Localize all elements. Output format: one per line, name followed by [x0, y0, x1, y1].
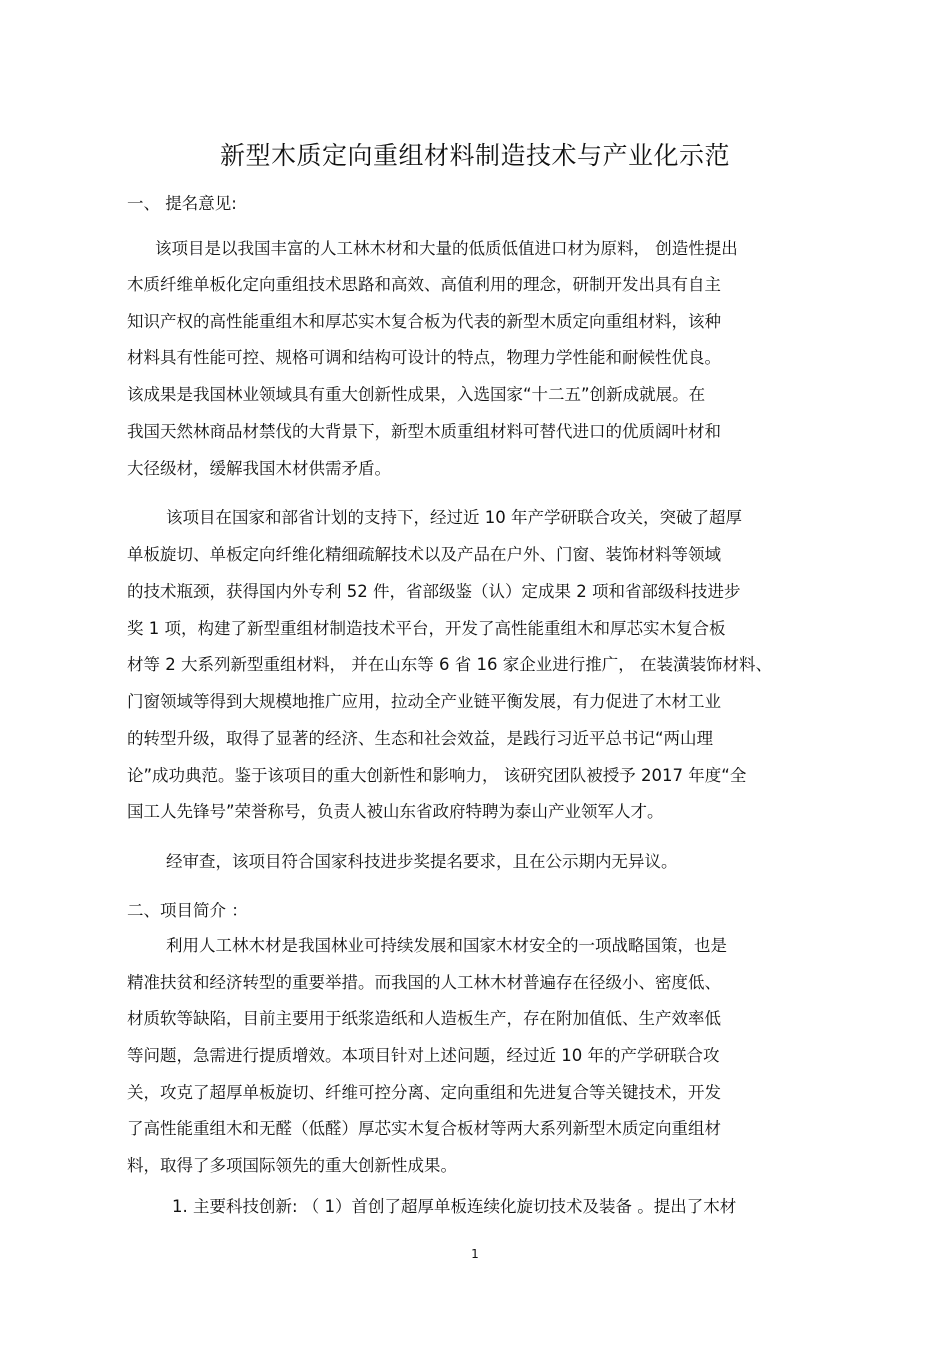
text-line: 利用人工林木材是我国林业可持续发展和国家木材安全的一项战略国策，也是 [166, 936, 727, 955]
text-line: 大径级材，缓解我国木材供需矛盾。 [127, 459, 391, 478]
text-line: 关，攻克了超厚单板旋切、纤维可控分离、定向重组和先进复合等关键技术，开发 [127, 1083, 721, 1102]
text-line: 材料具有性能可控、规格可调和结构可设计的特点，物理力学性能和耐候性优良。 [127, 348, 721, 367]
text-line: 该成果是我国林业领域具有重大创新性成果，入选国家“十二五”创新成就展。在 [127, 385, 706, 404]
text-line: 1. 主要科技创新: （ 1）首创了超厚单板连续化旋切技术及装备 。提出了木材 [172, 1197, 737, 1216]
page-title: 新型木质定向重组材料制造技术与产业化示范 [219, 141, 730, 170]
text-line: 论”成功典范。鉴于该项目的重大创新性和影响力， 该研究团队被授予 2017 年度“全 [127, 766, 747, 785]
text-line: 经审查，该项目符合国家科技进步奖提名要求，且在公示期内无异议。 [166, 852, 678, 871]
section-heading-summary: 二、项目简介 ： [127, 901, 248, 920]
text-line: 木质纤维单板化定向重组技术思路和高效、高值利用的理念，研制开发出具有自主 [127, 275, 721, 294]
text-line: 料，取得了多项国际领先的重大创新性成果。 [127, 1156, 457, 1175]
text-line: 单板旋切、单板定向纤维化精细疏解技术以及产品在户外、门窗、装饰材料等领域 [127, 545, 721, 564]
text-line: 国工人先锋号”荣誉称号，负责人被山东省政府特聘为泰山产业领军人才。 [127, 802, 664, 821]
text-line: 的技术瓶颈，获得国内外专利 52 件，省部级鉴（认）定成果 2 项和省部级科技进步 [127, 582, 741, 601]
text-line: 该项目是以我国丰富的人工林木材和大量的低质低值进口材为原料， 创造性提出 [155, 239, 738, 258]
text-line: 门窗领域等得到大规模地推广应用，拉动全产业链平衡发展，有力促进了木材工业 [127, 692, 721, 711]
text-line: 材质软等缺陷，目前主要用于纸浆造纸和人造板生产，存在附加值低、生产效率低 [127, 1009, 721, 1028]
text-line: 了高性能重组木和无醛（低醛）厚芯实木复合板材等两大系列新型木质定向重组材 [127, 1119, 721, 1138]
text-line: 我国天然林商品材禁伐的大背景下，新型木质重组材料可替代进口的优质阔叶材和 [127, 422, 721, 441]
page-number: 1 [471, 1247, 479, 1261]
text-line: 等问题，急需进行提质增效。本项目针对上述问题，经过近 10 年的产学研联合攻 [127, 1046, 720, 1065]
text-line: 材等 2 大系列新型重组材料， 并在山东等 6 省 16 家企业进行推广， 在装潢装饰材料、 [127, 655, 772, 674]
section-heading-nomination: 一、 提名意见: [127, 194, 237, 213]
text-line: 该项目在国家和部省计划的支持下，经过近 10 年产学研联合攻关，突破了超厚 [166, 508, 742, 527]
text-line: 知识产权的高性能重组木和厚芯实木复合板为代表的新型木质定向重组材料，该种 [127, 312, 721, 331]
text-line: 奖 1 项，构建了新型重组材制造技术平台，开发了高性能重组木和厚芯实木复合板 [127, 619, 726, 638]
text-line: 精准扶贫和经济转型的重要举措。而我国的人工林木材普遍存在径级小、密度低、 [127, 973, 721, 992]
text-line: 的转型升级，取得了显著的经济、生态和社会效益，是践行习近平总书记“两山理 [127, 729, 714, 748]
